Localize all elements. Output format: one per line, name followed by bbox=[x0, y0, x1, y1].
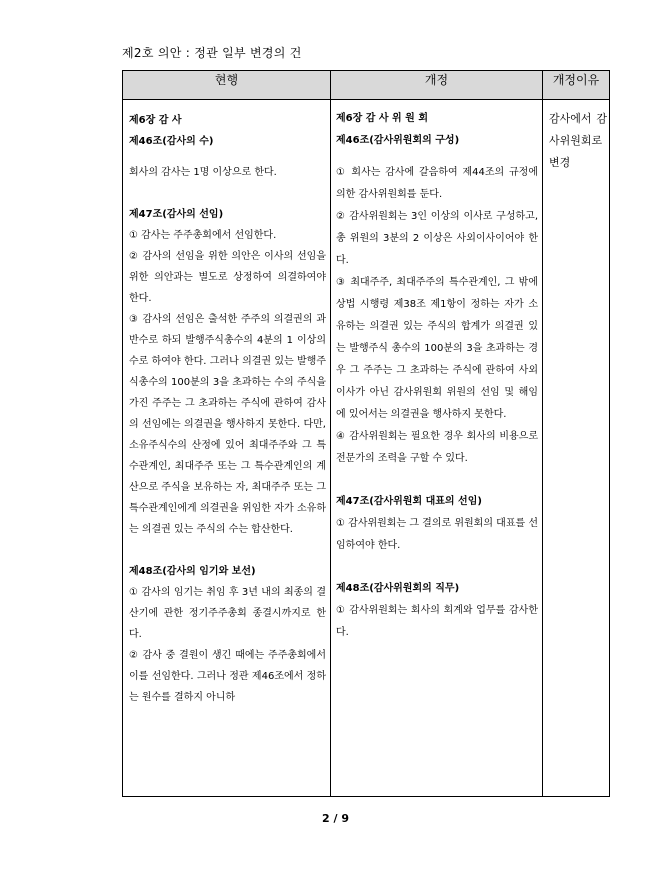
amendment-table bbox=[122, 70, 610, 797]
revised-clause-paragraph: ① 감사위원회는 그 결의로 위원회의 대표를 선임하여야 한다. bbox=[336, 518, 538, 551]
current-clause-paragraph: ① 감사의 임기는 취임 후 3년 내의 최종의 결산기에 관한 정기주주총회 종결시까지로 한다. bbox=[129, 587, 326, 640]
current-clause-paragraph: ③ 감사의 선임은 출석한 주주의 의결권의 과반수로 하되 발행주식총수의 4분의 1 이상의 수로 하여야 한다. 그러나 의결권 있는 발행주식총수의 100분의 3을 초과하는 수의 주식을 가진 주주는 그 초과하는 주식에 관하여 감사의 선임에는 의결권을 행사하지 못한다. 다만, 소유주식수의 산정에 있어 최대주주와 그 특수관계인, 최대주주 또는 그 특수관계인의 계산으로 주식을 보유하는 자, 최대주주 또는 그 특수관계인에게 의결권을 위임한 자가 소유하는 의결권 있는 주식의 수는 합산한다. bbox=[129, 314, 326, 535]
revised-clause-paragraph: ① 감사위원회는 회사의 회계와 업무를 감사한다. bbox=[336, 605, 538, 638]
current-clause-heading: 제48조(감사의 임기와 보선) bbox=[129, 566, 256, 577]
revised-clause-heading: 제6장 감 사 위 원 회 bbox=[336, 113, 428, 124]
current-clause-heading: 제6장 감 사 bbox=[129, 115, 182, 126]
spacer bbox=[129, 540, 326, 561]
revised-clause-paragraph: ③ 최대주주, 최대주주의 특수관계인, 그 밖에 상법 시행령 제38조 제1항이 정하는 자가 소유하는 의결권 있는 주식의 합계가 의결권 있는 발행주식 총수의 100분의 3을 초과하는 경우 그 주주는 그 초과하는 주식에 관하여 사외이사가 아닌 감사위원회 위원의 선임 및 해임에 있어서는 의결권을 행사하지 못한다. bbox=[336, 277, 538, 420]
header-revised: 개정 bbox=[331, 71, 543, 100]
revised-clause-paragraph: ② 감사위원회는 3인 이상의 이사로 구성하고, 총 위원의 3분의 2 이상은 사외이사이어야 한다. bbox=[336, 211, 538, 266]
spacer bbox=[129, 183, 326, 204]
reason-paragraph: 감사에서 감사위원회로 변경 bbox=[549, 112, 607, 169]
reason-column bbox=[543, 100, 610, 797]
revised-clause-paragraph: ④ 감사위원회는 필요한 경우 회사의 비용으로 전문가의 조력을 구할 수 있다. bbox=[336, 431, 538, 464]
agenda-title: 제2호 의안 : 정관 일부 변경의 건 bbox=[122, 46, 302, 60]
header-current: 현행 bbox=[123, 71, 331, 100]
current-clause-heading: 제47조(감사의 선임) bbox=[129, 209, 224, 220]
spacer bbox=[336, 557, 538, 578]
page-number: 2 / 9 bbox=[322, 812, 349, 825]
revised-clause-paragraph: ① 회사는 감사에 갈음하여 제44조의 규정에 의한 감사위원회를 둔다. bbox=[336, 167, 538, 200]
current-clause-paragraph: ② 감사 중 결원이 생긴 때에는 주주총회에서 이를 선임한다. 그러나 정관 제46조에서 정하는 원수를 결하지 아니하 bbox=[129, 650, 326, 703]
revised-column bbox=[331, 100, 543, 797]
header-reason: 개정이유 bbox=[543, 71, 610, 100]
current-clause-paragraph: ② 감사의 선임을 위한 의안은 이사의 선임을 위한 의안과는 별도로 상정하여 의결하여야 한다. bbox=[129, 251, 326, 304]
revised-clause-heading: 제47조(감사위원회 대표의 선임) bbox=[336, 496, 482, 507]
spacer bbox=[129, 152, 326, 162]
revised-clause-heading: 제48조(감사위원회의 직무) bbox=[336, 583, 460, 594]
spacer bbox=[336, 470, 538, 491]
current-clause-paragraph: ① 감사는 주주총회에서 선임한다. bbox=[129, 230, 277, 241]
current-clause-heading: 제46조(감사의 수) bbox=[129, 136, 214, 147]
current-column bbox=[123, 100, 331, 797]
spacer bbox=[336, 152, 538, 162]
current-clause-paragraph: 회사의 감사는 1명 이상으로 한다. bbox=[129, 167, 277, 178]
revised-clause-heading: 제46조(감사위원회의 구성) bbox=[336, 135, 460, 146]
